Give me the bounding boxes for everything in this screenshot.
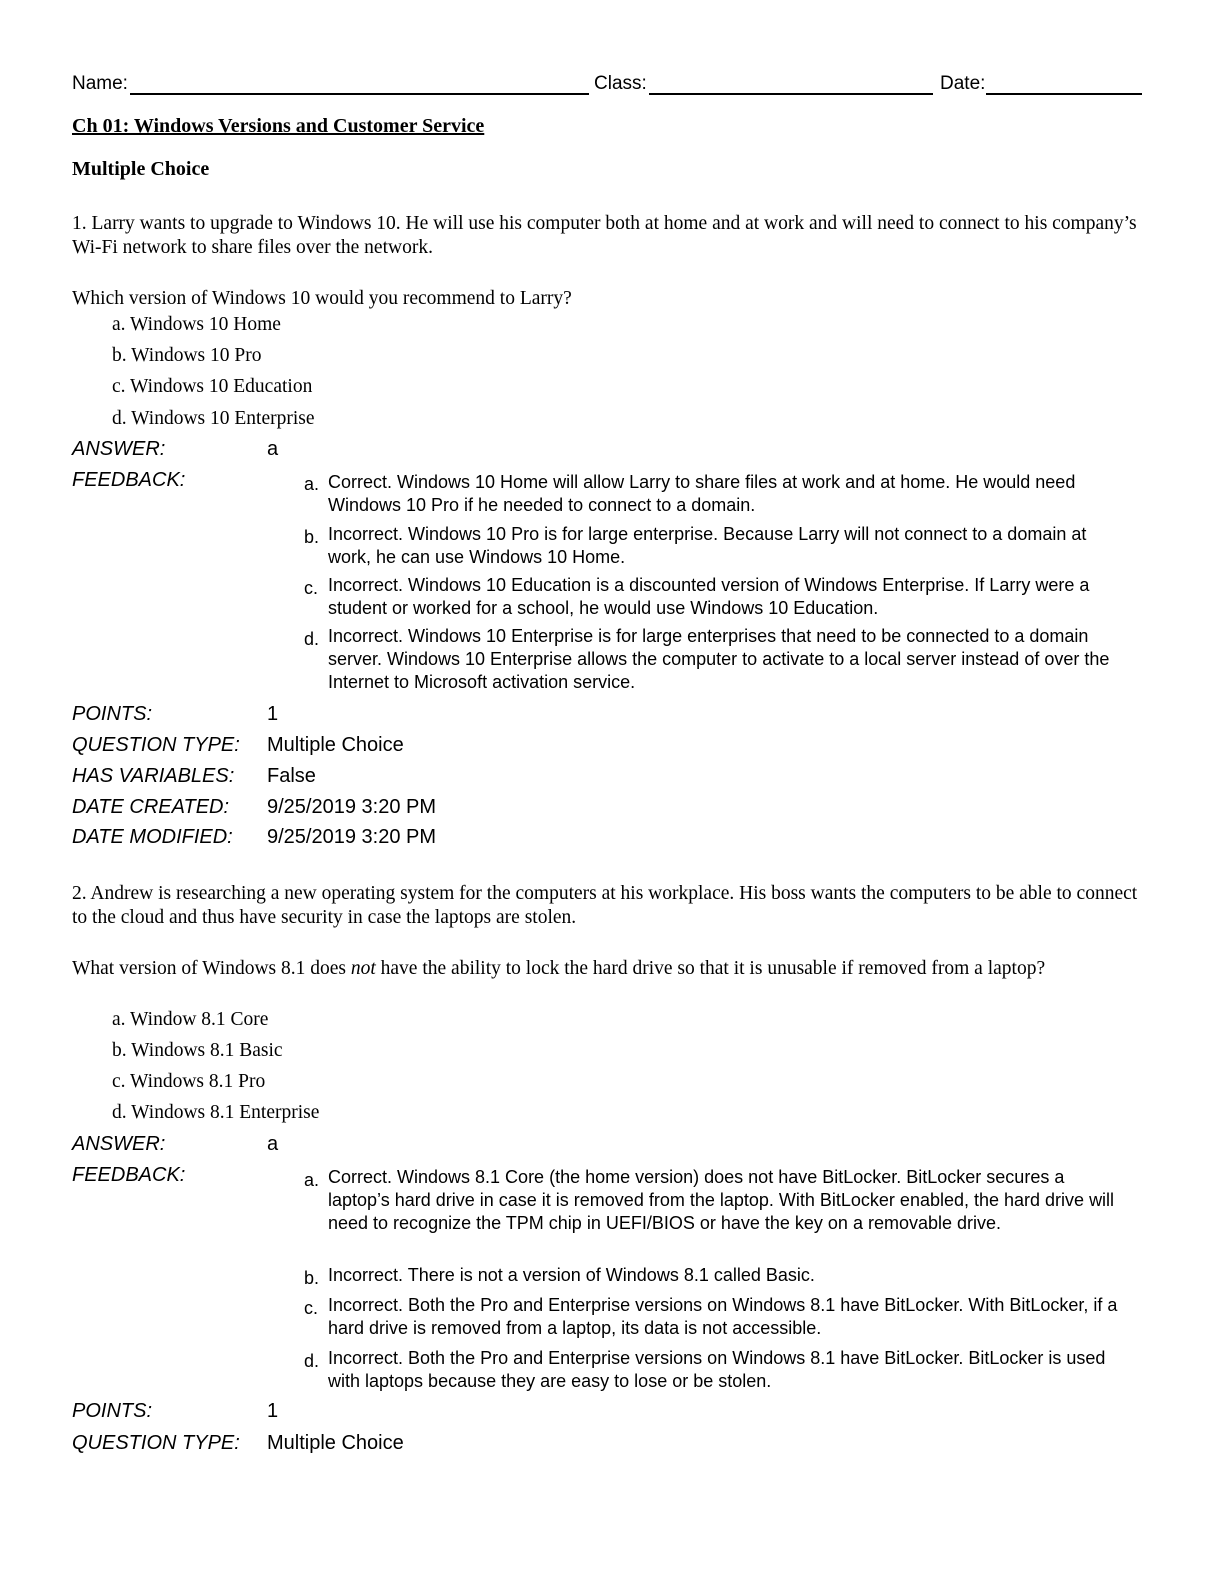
feedback-text: Incorrect. Windows 10 Education is a discounted version of Windows Enterprise. If Larry were a student or worked for a school, he would use Windows 10 Education.	[328, 575, 1090, 618]
feedback-text: Incorrect. Both the Pro and Enterprise versions on Windows 8.1 have BitLocker. With BitLocker, if a hard drive is removed from a laptop, its data is not accessible.	[328, 1295, 1118, 1338]
feedback-text: Incorrect. Windows 10 Enterprise is for large enterprises that need to be connected to a domain server. Windows 10 Enterprise allows the computer to activate to a local server instead of over the Internet to Microsoft activation service.	[328, 626, 1110, 692]
feedback-text: Incorrect. There is not a version of Windows 8.1 called Basic.	[328, 1265, 815, 1285]
question-1-prompt: Which version of Windows 10 would you recommend to Larry?	[72, 288, 572, 309]
section-title: Multiple Choice	[72, 158, 210, 180]
name-blank-line[interactable]	[130, 93, 589, 95]
question-1-option-c: c. Windows 10 Education	[112, 376, 313, 397]
question-2-option-c: c. Windows 8.1 Pro	[112, 1071, 266, 1092]
feedback-letter: a.	[304, 474, 320, 494]
answer-value: a	[267, 1133, 279, 1155]
feedback-text: Incorrect. Windows 10 Pro is for large enterprise. Because Larry will not connect to a domain at work, he can use Windows 10 Home.	[328, 524, 1087, 567]
question-1-option-b: b. Windows 10 Pro	[112, 345, 262, 366]
points-label: POINTS:	[72, 1400, 153, 1422]
date-label: Date:	[940, 73, 986, 94]
points-value: 1	[267, 1400, 279, 1422]
question-1-option-a: a. Windows 10 Home	[112, 314, 281, 335]
question-1-option-d: d. Windows 10 Enterprise	[112, 408, 315, 429]
class-label: Class:	[594, 73, 647, 94]
date-blank-line[interactable]	[986, 93, 1142, 95]
question-type-value: Multiple Choice	[267, 734, 404, 756]
feedback-letter: a.	[304, 1170, 320, 1190]
date-created-label: DATE CREATED:	[72, 796, 230, 818]
question-type-label: QUESTION TYPE:	[72, 734, 240, 756]
question-2-option-a: a. Window 8.1 Core	[112, 1009, 269, 1030]
question-2-option-b: b. Windows 8.1 Basic	[112, 1040, 283, 1061]
feedback-label: FEEDBACK:	[72, 469, 186, 491]
feedback-letter: c.	[304, 1298, 319, 1318]
chapter-title: Ch 01: Windows Versions and Customer Service	[72, 115, 485, 137]
date-created-value: 9/25/2019 3:20 PM	[267, 796, 437, 818]
points-label: POINTS:	[72, 703, 153, 725]
feedback-letter: b.	[304, 1268, 320, 1288]
prompt-text: What version of Windows 8.1 does	[72, 958, 351, 979]
feedback-text: Incorrect. Both the Pro and Enterprise versions on Windows 8.1 have BitLocker. BitLocker is used with laptops because they are easy to lose or be stolen.	[328, 1348, 1106, 1391]
feedback-text: Correct. Windows 10 Home will allow Larry to share files at work and at home. He would need Windows 10 Pro if he needed to connect to a domain.	[328, 472, 1076, 515]
answer-value: a	[267, 438, 279, 460]
prompt-emphasis: not	[350, 958, 376, 979]
question-2-stem: 2. Andrew is researching a new operating system for the computers at his workplace. His boss wants the computers to be able to connect to the cloud and thus have security in case the laptops are stolen.	[72, 883, 1138, 928]
question-type-value: Multiple Choice	[267, 1432, 404, 1454]
has-variables-value: False	[267, 765, 316, 787]
feedback-text: Correct. Windows 8.1 Core (the home version) does not have BitLocker. BitLocker secures a laptop’s hard drive in case it is removed from the laptop. With BitLocker enabled, the hard drive will need to recognize the TPM chip in UEFI/BIOS or have the key on a removable drive.	[328, 1167, 1115, 1233]
question-2-prompt	[72, 957, 1152, 981]
class-blank-line[interactable]	[649, 93, 933, 95]
date-modified-label: DATE MODIFIED:	[72, 826, 233, 848]
date-modified-value: 9/25/2019 3:20 PM	[267, 826, 437, 848]
feedback-letter: d.	[304, 1351, 320, 1371]
question-type-label: QUESTION TYPE:	[72, 1432, 240, 1454]
points-value: 1	[267, 703, 279, 725]
answer-label: ANSWER:	[72, 1133, 166, 1155]
has-variables-label: HAS VARIABLES:	[72, 765, 235, 787]
feedback-letter: b.	[304, 527, 320, 547]
feedback-label: FEEDBACK:	[72, 1164, 186, 1186]
prompt-text: have the ability to lock the hard drive so that it is unusable if removed from a laptop?	[375, 958, 1046, 979]
feedback-letter: d.	[304, 629, 320, 649]
feedback-letter: c.	[304, 578, 319, 598]
name-label: Name:	[72, 73, 128, 94]
question-1-stem: 1. Larry wants to upgrade to Windows 10. He will use his computer both at home and at work and will need to connect to his company’s Wi-Fi network to share files over the network.	[72, 213, 1137, 258]
answer-label: ANSWER:	[72, 438, 166, 460]
question-2-option-d: d. Windows 8.1 Enterprise	[112, 1102, 320, 1123]
